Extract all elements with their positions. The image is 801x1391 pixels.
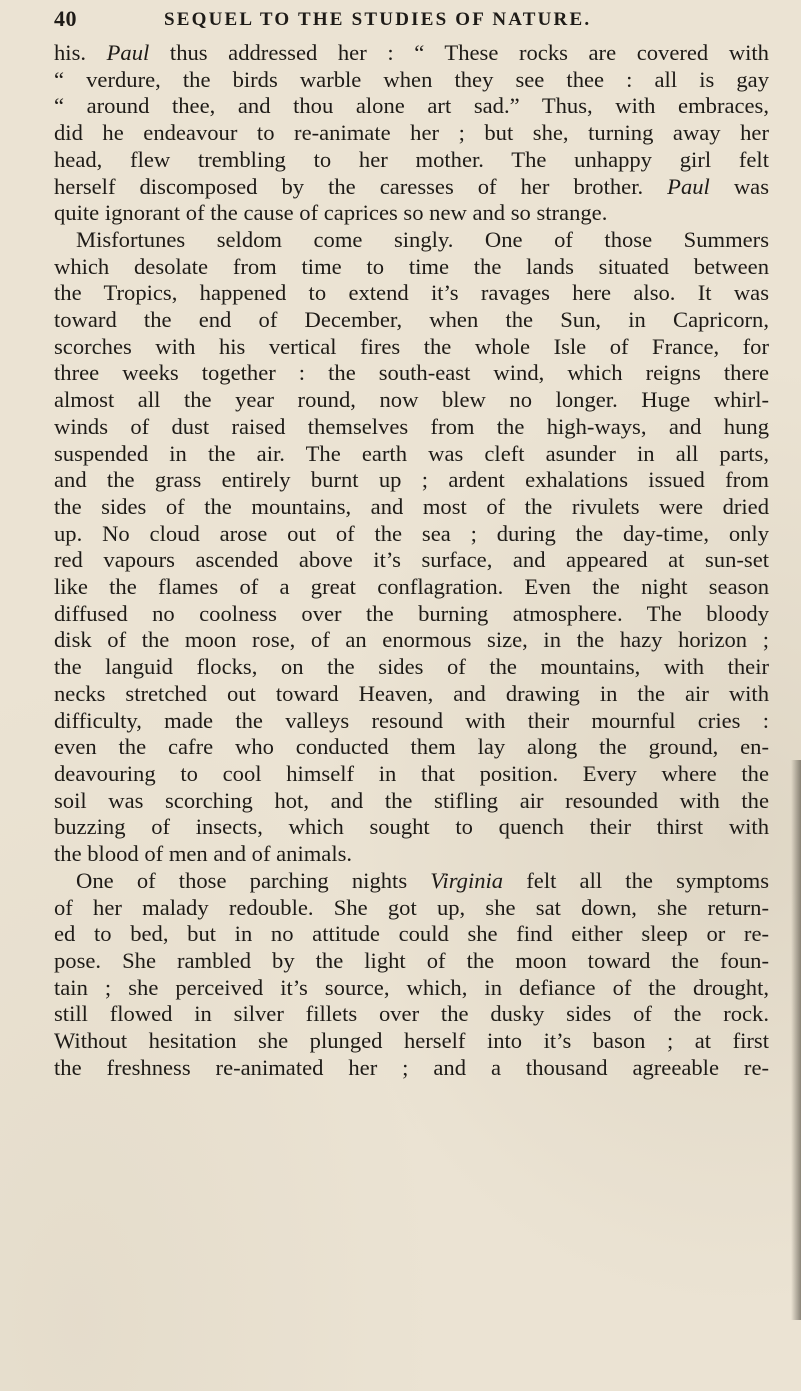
text-line [54,441,769,468]
text-line [54,280,769,307]
text-line [54,681,769,708]
text-line [54,547,769,574]
text-line [54,654,769,681]
text-run: the sides of the mountains, and most of the rivulets were dried [54,493,769,519]
text-line [54,40,769,67]
text-line [54,948,769,975]
text-run: quite ignorant of the cause of caprices so new and so strange. [54,200,608,226]
text-line [54,521,769,548]
text-run: pose. She rambled by the light of the moon toward the foun- [54,947,769,973]
text-run: like the flames of a great conflagration. Even the night season [54,574,769,600]
text-run: the Tropics, happened to extend it’s ravages here also. It was [54,280,769,306]
text-run: red vapours ascended above it’s surface, and appeared at sun-set [54,547,769,573]
text-line [54,494,769,521]
text-line [54,868,769,895]
text-line [54,227,769,254]
text-line [54,921,769,948]
text-run: buzzing of insects, which sought to quench their thirst with [54,814,769,840]
text-run: ed to bed, but in no attitude could she find either sleep or re- [54,921,769,947]
text-run: of her malady redouble. She got up, she sat down, she return- [54,894,769,920]
text-run: toward the end of December, when the Sun, in Capricorn, [54,307,769,333]
text-run: thus addressed her : “ These rocks are covered with [149,40,769,65]
paragraph [54,227,769,868]
page-edge-shadow [791,760,801,1320]
text-line [54,414,769,441]
text-line [54,1055,769,1082]
text-run: soil was scorching hot, and the stifling air resounded with the [54,787,769,813]
text-run: “ verdure, the birds warble when they see thee : all is gay [54,66,769,92]
text-run: winds of dust raised themselves from the high-ways, and hung [54,413,769,439]
text-run: deavouring to cool himself in that position. Every where the [54,760,769,786]
page-number: 40 [54,6,77,31]
text-run: still flowed in silver fillets over the dusky sides of the rock. [54,1001,769,1027]
text-run: head, flew trembling to her mother. The unhappy girl felt [54,146,769,172]
text-line [54,895,769,922]
text-line [54,120,769,147]
text-run: difficulty, made the valleys resound with their mournful cries : [54,707,769,733]
text-run: tain ; she perceived it’s source, which, in defiance of the drought, [54,974,769,1000]
running-head: SEQUEL TO THE STUDIES OF NATURE. [164,9,592,30]
text-run: herself discomposed by the caresses of her brother. [54,173,668,199]
italic-name: Paul [106,40,150,65]
text-line [54,467,769,494]
text-line [54,814,769,841]
text-line [54,708,769,735]
text-line [54,1028,769,1055]
text-line [54,574,769,601]
body-text [54,40,769,1081]
text-run: disk of the moon rose, of an enormous size, in the hazy horizon ; [54,627,769,653]
text-line [54,147,769,174]
text-run: almost all the year round, now blew no longer. Huge whirl- [54,387,769,413]
text-line [54,761,769,788]
text-line [54,200,769,227]
text-run: scorches with his vertical fires the whole Isle of France, for [54,333,769,359]
text-run: his. [54,40,107,65]
text-line [54,734,769,761]
text-line [54,627,769,654]
text-run: the blood of men and of animals. [54,841,353,867]
text-run: the languid flocks, on the sides of the mountains, with their [54,654,769,680]
paragraph [54,40,769,227]
text-line [54,788,769,815]
text-run: felt all the symptoms [503,867,769,893]
paragraph [54,868,769,1082]
text-line [54,1001,769,1028]
text-run: One of those parching nights [76,867,431,893]
text-run: suspended in the air. The earth was cleft asunder in all parts, [54,440,769,466]
text-run: and the grass entirely burnt up ; ardent exhalations issued from [54,467,769,493]
text-run: did he endeavour to re-animate her ; but she, turning away her [54,120,769,146]
text-line [54,841,769,868]
text-run: Without hesitation she plunged herself into it’s bason ; at first [54,1028,769,1054]
page-header [54,6,774,36]
text-run: necks stretched out toward Heaven, and drawing in the air with [54,680,769,706]
italic-name: Paul [667,173,710,199]
text-line [54,975,769,1002]
text-run: Misfortunes seldom come singly. One of those Summers [76,226,769,252]
text-run: “ around thee, and thou alone art sad.” Thus, with embraces, [54,93,769,119]
text-line [54,307,769,334]
text-line [54,93,769,120]
text-line [54,387,769,414]
text-run: up. No cloud arose out of the sea ; during the day-time, only [54,520,769,546]
text-line [54,254,769,281]
text-run: even the cafre who conducted them lay along the ground, en- [54,734,769,760]
text-run: three weeks together : the south-east wind, which reigns there [54,360,769,386]
text-run: diffused no coolness over the burning atmosphere. The bloody [54,600,769,626]
text-line [54,334,769,361]
text-run: which desolate from time to time the lands situated between [54,253,769,279]
italic-name: Virginia [430,867,504,893]
text-line [54,67,769,94]
text-run: the freshness re-animated her ; and a thousand agreeable re- [54,1054,769,1080]
text-line [54,601,769,628]
text-run: was [709,173,769,199]
text-line [54,174,769,201]
text-line [54,360,769,387]
